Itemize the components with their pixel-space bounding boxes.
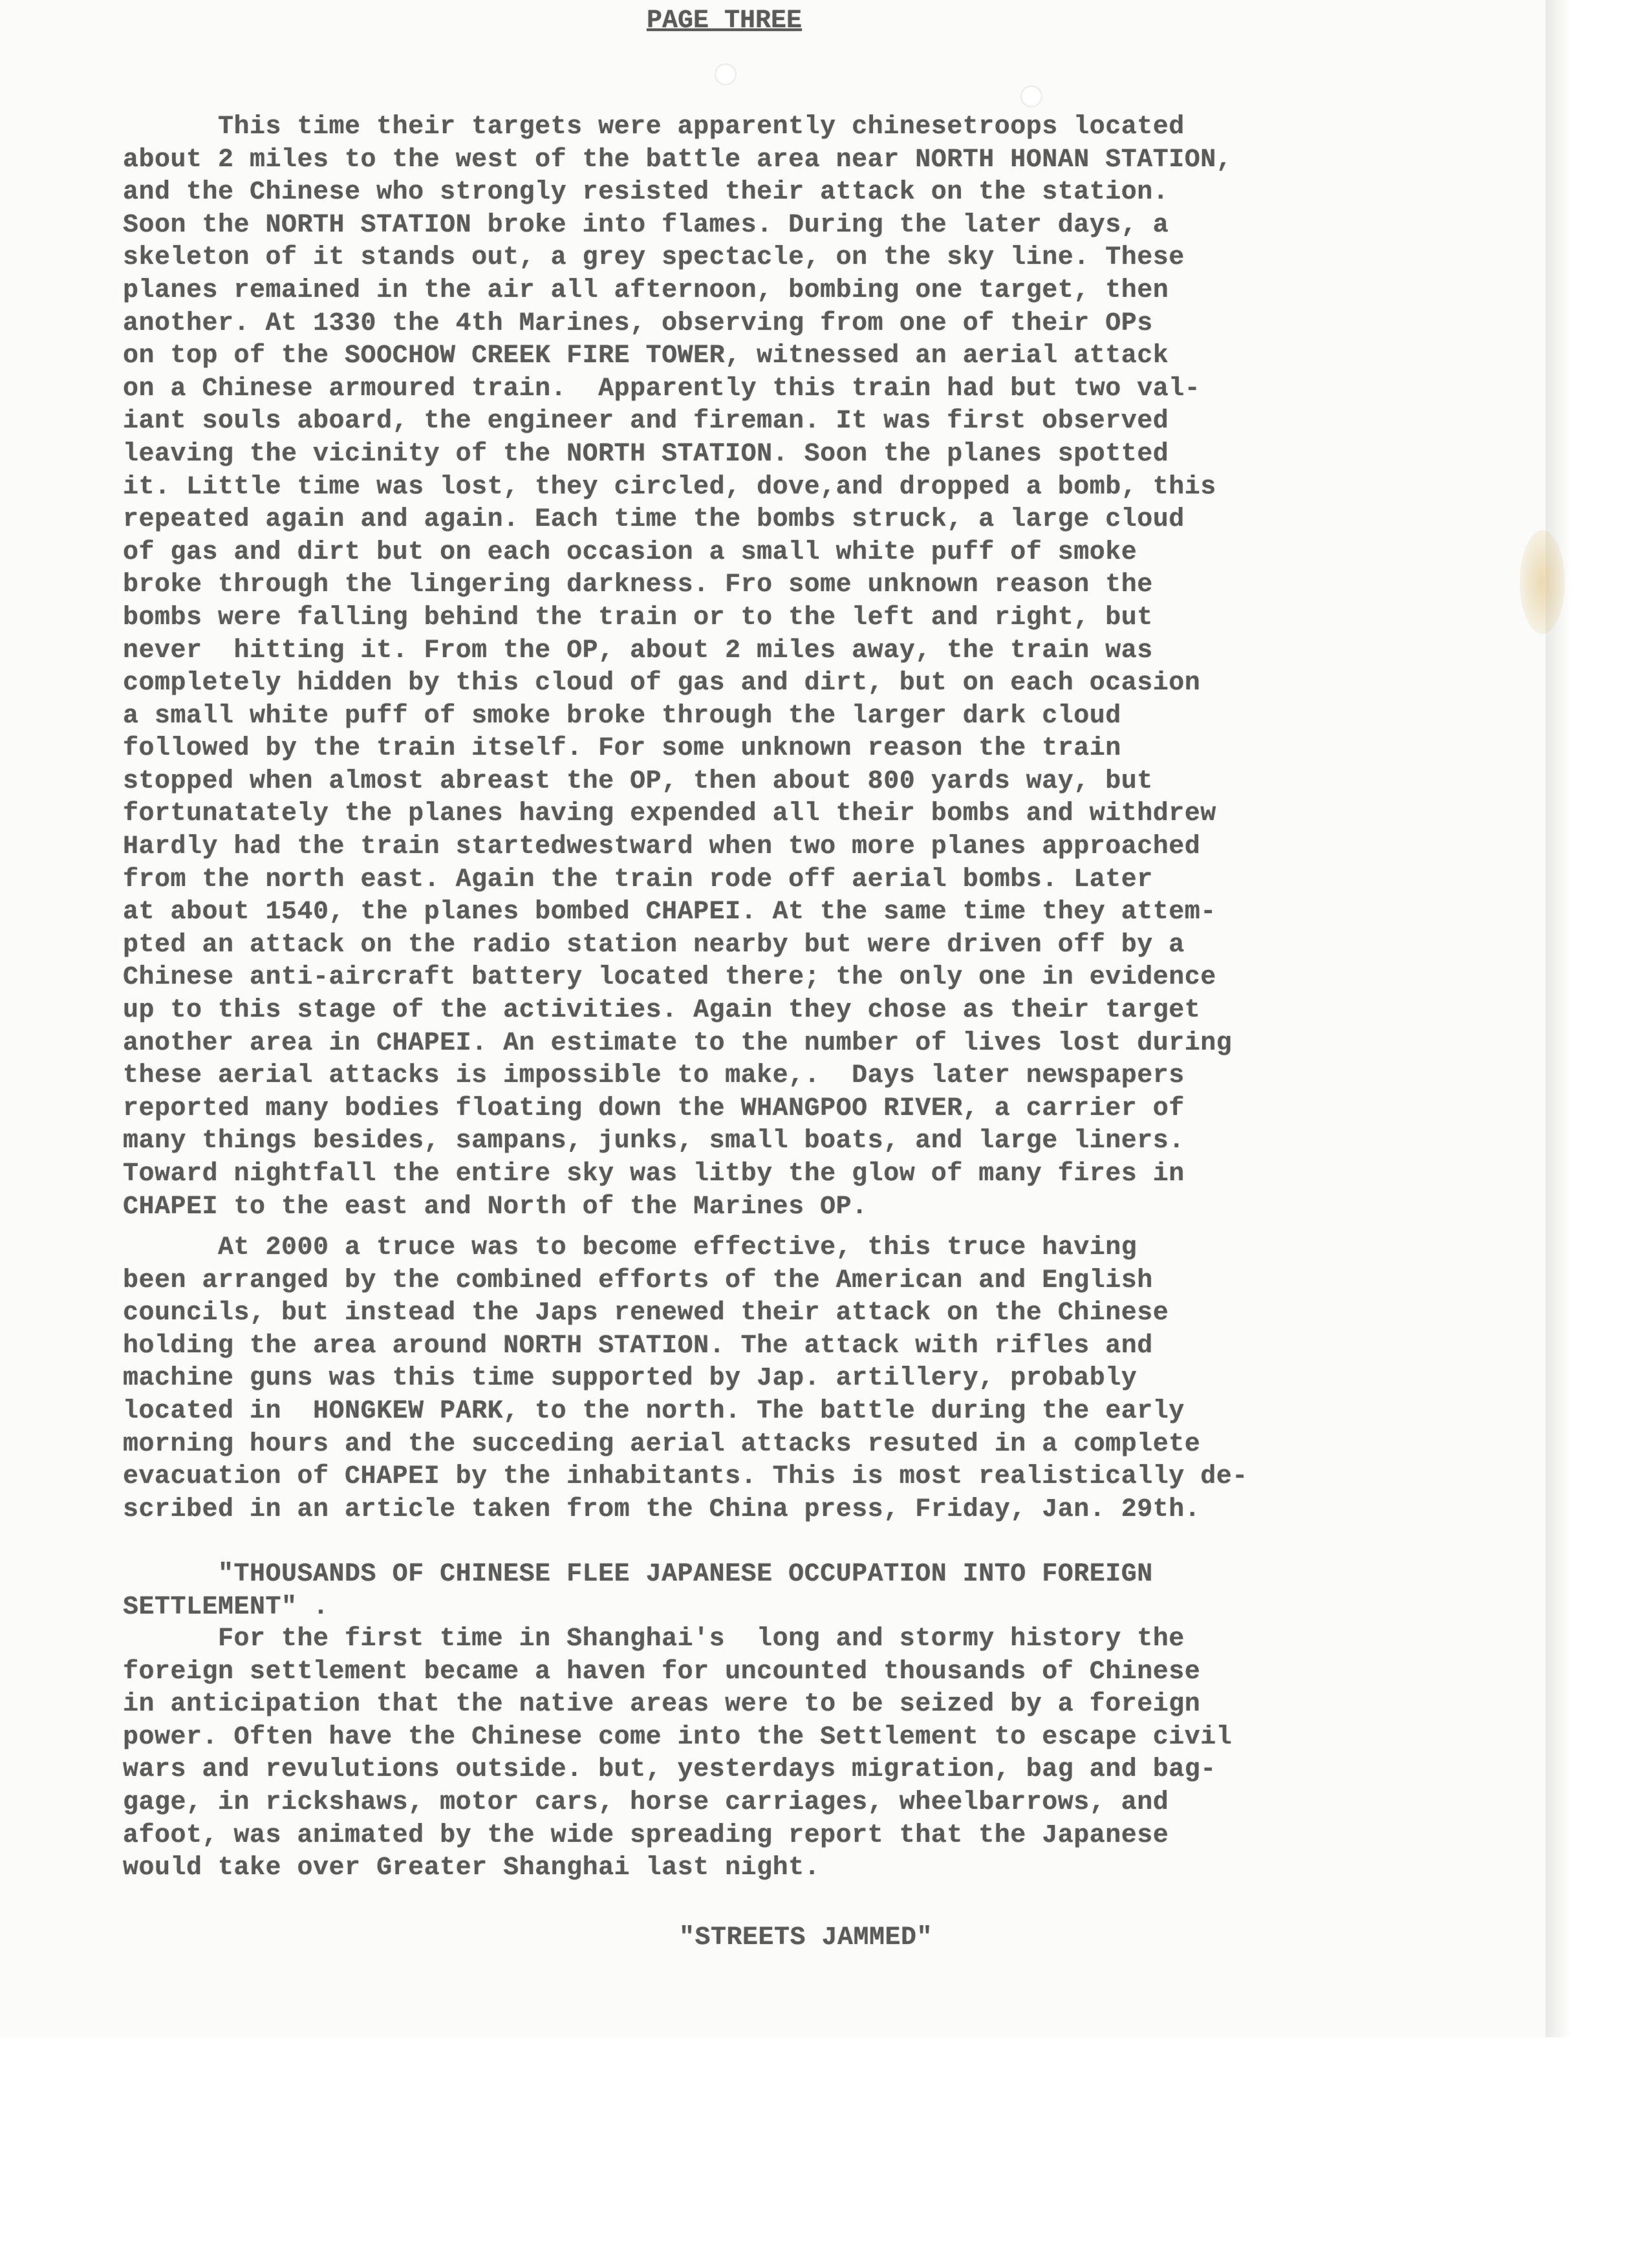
- text-line: At 2000 a truce was to become effective, this truce having: [123, 1233, 1137, 1262]
- text-line: at about 1540, the planes bombed CHAPEI. At the same time they attem-: [123, 898, 1216, 927]
- text-line: afoot, was animated by the wide spreading report that the Japanese: [123, 1820, 1169, 1850]
- text-line: fortunatately the planes having expended all their bombs and withdrew: [123, 799, 1216, 829]
- text-line: foreign settlement became a haven for uncounted thousands of Chinese: [123, 1657, 1201, 1687]
- text-line: a small white puff of smoke broke through the larger dark cloud: [123, 701, 1121, 731]
- text-line: councils, but instead the Japs renewed their attack on the Chinese: [123, 1299, 1169, 1328]
- text-line: on top of the SOOCHOW CREEK FIRE TOWER, witnessed an aerial attack: [123, 341, 1169, 371]
- text-line: and the Chinese who strongly resisted their attack on the station.: [123, 178, 1169, 208]
- text-line: another area in CHAPEI. An estimate to the number of lives lost during: [123, 1028, 1233, 1058]
- text-line: about 2 miles to the west of the battle area near NORTH HONAN STATION,: [123, 145, 1233, 175]
- scan-bottom-margin: [0, 2037, 1649, 2268]
- text-line: evacuation of CHAPEI by the inhabitants. This is most realistically de-: [123, 1462, 1248, 1492]
- text-line: This time their targets were apparently chinesetroops located: [123, 113, 1185, 142]
- text-line: planes remained in the air all afternoon, bombing one target, then: [123, 275, 1169, 305]
- text-line: Soon the NORTH STATION broke into flames. During the later days, a: [123, 210, 1169, 240]
- text-line: followed by the train itself. For some unknown reason the train: [123, 734, 1121, 764]
- text-line: leaving the vicinity of the NORTH STATION. Soon the planes spotted: [123, 439, 1169, 469]
- paper-stain: [1520, 530, 1565, 634]
- text-line: up to this stage of the activities. Again they chose as their target: [123, 996, 1201, 1026]
- text-line: reported many bodies floating down the WHANGPOO RIVER, a carrier of: [123, 1094, 1185, 1123]
- text-line: repeated again and again. Each time the bombs struck, a large cloud: [123, 505, 1185, 535]
- text-line: Hardly had the train startedwestward when two more planes approached: [123, 832, 1201, 862]
- text-line: machine guns was this time supported by Jap. artillery, probably: [123, 1364, 1137, 1394]
- text-line: it. Little time was lost, they circled, dove,and dropped a bomb, this: [123, 472, 1216, 502]
- text-line: on a Chinese armoured train. Apparently this train had but two val-: [123, 374, 1201, 404]
- text-line: bombs were falling behind the train or to the left and right, but: [123, 603, 1153, 632]
- text-line: holding the area around NORTH STATION. The attack with rifles and: [123, 1331, 1153, 1361]
- text-line: from the north east. Again the train rode off aerial bombs. Later: [123, 865, 1153, 894]
- text-line: would take over Greater Shanghai last night.: [123, 1853, 821, 1883]
- text-line: skeleton of it stands out, a grey spectacle, on the sky line. These: [123, 243, 1185, 273]
- text-line: been arranged by the combined efforts of the American and English: [123, 1266, 1153, 1295]
- text-line: scribed in an article taken from the China press, Friday, Jan. 29th.: [123, 1495, 1201, 1524]
- text-line: "THOUSANDS OF CHINESE FLEE JAPANESE OCCUPATION INTO FOREIGN: [123, 1560, 1153, 1589]
- text-line: of gas and dirt but on each occasion a small white puff of smoke: [123, 537, 1137, 567]
- page-header: PAGE THREE: [647, 6, 803, 36]
- text-line: stopped when almost abreast the OP, then about 800 yards way, but: [123, 766, 1153, 796]
- text-line: SETTLEMENT" .: [123, 1592, 329, 1622]
- text-line: iant souls aboard, the engineer and fireman. It was first observed: [123, 407, 1169, 437]
- text-line: power. Often have the Chinese come into the Settlement to escape civil: [123, 1722, 1233, 1752]
- headline-thousands-flee: [123, 1559, 1153, 1624]
- typed-document-body: [123, 0, 1494, 1952]
- text-line: Toward nightfall the entire sky was litby the glow of many fires in: [123, 1160, 1185, 1189]
- text-line: pted an attack on the radio station nearby but were driven off by a: [123, 930, 1185, 960]
- text-line: broke through the lingering darkness. Fro some unknown reason the: [123, 570, 1153, 600]
- paragraph-2: [123, 1232, 1248, 1526]
- text-line: many things besides, sampans, junks, small boats, and large liners.: [123, 1127, 1185, 1156]
- headline-streets-jammed: "STREETS JAMMED": [679, 1923, 933, 1952]
- text-line: never hitting it. From the OP, about 2 miles away, the train was: [123, 636, 1153, 665]
- text-line: Chinese anti-aircraft battery located there; the only one in evidence: [123, 963, 1216, 993]
- text-line: located in HONGKEW PARK, to the north. The battle during the early: [123, 1396, 1185, 1426]
- text-line: another. At 1330 the 4th Marines, observing from one of their OPs: [123, 308, 1153, 338]
- text-line: morning hours and the succeding aerial attacks resuted in a complete: [123, 1429, 1201, 1459]
- paragraph-3: [123, 1623, 1232, 1885]
- paragraph-1: [123, 111, 1232, 1224]
- text-line: CHAPEI to the east and North of the Marines OP.: [123, 1192, 868, 1222]
- text-line: in anticipation that the native areas were to be seized by a foreign: [123, 1690, 1201, 1720]
- text-line: gage, in rickshaws, motor cars, horse carriages, wheelbarrows, and: [123, 1787, 1169, 1817]
- text-line: For the first time in Shanghai's long and stormy history the: [123, 1625, 1185, 1654]
- text-line: completely hidden by this cloud of gas and dirt, but on each ocasion: [123, 669, 1201, 698]
- text-line: wars and revulutions outside. but, yesterdays migration, bag and bag-: [123, 1755, 1216, 1785]
- scan-edge-shadow: [1546, 0, 1649, 2037]
- text-line: these aerial attacks is impossible to make,. Days later newspapers: [123, 1061, 1185, 1091]
